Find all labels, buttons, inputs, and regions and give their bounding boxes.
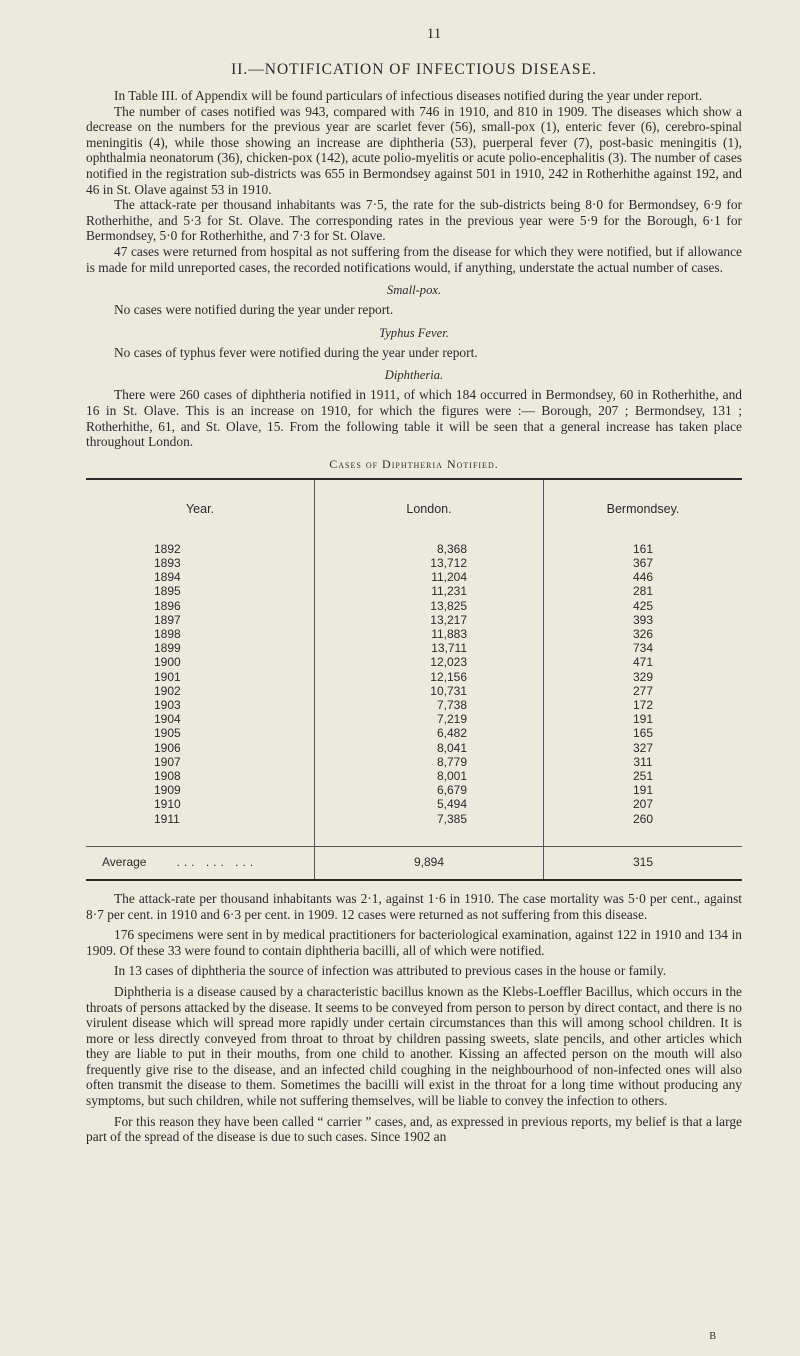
cell-year: 1905 (154, 726, 181, 741)
table-row (86, 556, 742, 570)
cell-london: 8,368 (315, 542, 544, 556)
cell-bermondsey: 393 (544, 613, 743, 627)
cell-year: 1911 (154, 811, 180, 826)
cell-london: 10,731 (315, 684, 544, 698)
cell-year: 1909 (154, 783, 181, 798)
paragraph-attack-rate: The attack-rate per thousand inhabitants was 7·5, the rate for the sub-districts being 8·0 for Bermondsey, 6·9 for Rotherhithe, and 5·3 for St. Olave. The corresponding rates in the previous year were 5·9 for the Borough, 6·1 for Bermondsey, 5·0 for Rotherhithe, and 7·3 for St. Olave. (86, 197, 742, 244)
cell-london: 6,482 (315, 726, 544, 740)
cell-bermondsey: 734 (544, 641, 743, 655)
cell-london: 13,712 (315, 556, 544, 570)
table-title: Cases of Diphtheria Notified. (329, 456, 499, 471)
cell-london: 11,883 (315, 627, 544, 641)
smallpox-heading: Small-pox. (386, 283, 442, 298)
cell-year: 1896 (154, 598, 181, 613)
cell-year: 1900 (154, 655, 181, 670)
cell-year: 1895 (154, 584, 181, 599)
paragraph-klebs-loeffler: Diphtheria is a disease caused by a characteristic bacillus known as the Klebs-Loeffler Bacillus, which occurs in the throats of persons attacked by the disease. It seems to be conveyed from person to person by direct contact, and there is no virulent disease which will spread more rapidly under certain circumstances than this will among school children. It is more or less directly conveyed from throat to throat by children passing sweets, slate pencils, and other articles which they are liable to put in their mouths, from one child to another. Kissing an affected person on the mouth will also frequently give rise to the disease, and an infected child coughing in the neighbourhood of non-infected ones will also often transmit the disease to them. Sometimes the bacilli will exist in the throat for a long time without producing any symptoms, but such children, while not suffering themselves, will be liable to convey the infection to others. (86, 983, 742, 1109)
cell-london: 13,825 (315, 599, 544, 613)
cell-london: 8,001 (315, 769, 544, 783)
table-row (86, 755, 742, 769)
cell-bermondsey: 191 (544, 783, 743, 797)
column-header-london: London. (315, 479, 544, 542)
cell-year: 1897 (154, 612, 181, 627)
table-row (86, 627, 742, 641)
cell-london: 11,231 (315, 584, 544, 598)
table-average-row (86, 846, 742, 880)
table-row (86, 542, 742, 556)
paragraph-appendix-reference: In Table III. of Appendix will be found particulars of infectious diseases notified during the year under report. (114, 88, 703, 103)
table-row (86, 655, 742, 669)
cell-bermondsey: 251 (544, 769, 743, 783)
cell-london: 8,779 (315, 755, 544, 769)
cell-bermondsey: 446 (544, 570, 743, 584)
cell-year: 1908 (154, 768, 181, 783)
section-title: II.—NOTIFICATION OF INFECTIOUS DISEASE. (231, 61, 597, 78)
cell-year: 1892 (154, 541, 181, 556)
cell-bermondsey: 172 (544, 698, 743, 712)
average-label (86, 846, 315, 880)
cell-london: 12,156 (315, 670, 544, 684)
table-row (86, 599, 742, 613)
cell-bermondsey: 425 (544, 599, 743, 613)
table-row (86, 670, 742, 684)
table-spacer-row (86, 826, 742, 847)
cell-bermondsey: 165 (544, 726, 743, 740)
cell-year: 1899 (154, 641, 181, 656)
cell-year: 1904 (154, 712, 181, 727)
average-bermondsey: 315 (544, 846, 743, 880)
cell-london: 6,679 (315, 783, 544, 797)
cell-year: 1910 (154, 797, 181, 812)
cell-bermondsey: 207 (544, 797, 743, 811)
table-row (86, 769, 742, 783)
cell-bermondsey: 277 (544, 684, 743, 698)
table-row (86, 684, 742, 698)
cell-bermondsey: 191 (544, 712, 743, 726)
diphtheria-heading: Diphtheria. (384, 368, 444, 383)
cell-year: 1901 (154, 669, 181, 684)
table-row (86, 783, 742, 797)
paragraph-diphtheria-attack-rate: The attack-rate per thousand inhabitants was 2·1, against 1·6 in 1910. The case mortality was 5·0 per cent., against 8·7 per cent. in 1910 and 6·3 per cent. in 1909. 12 cases were returned as not suffering from this disease. (86, 890, 742, 922)
cell-year: 1898 (154, 626, 181, 641)
cell-london: 5,494 (315, 797, 544, 811)
paragraph-specimens: 176 specimens were sent in by medical practitioners for bacteriological examination, against 122 in 1910 and 134 in 1909. Of these 33 were found to contain diphtheria bacilli, all of which were notified. (86, 927, 742, 958)
average-label-text: Average (102, 854, 147, 869)
page-number: 11 (426, 26, 442, 42)
cell-london: 7,219 (315, 712, 544, 726)
typhus-heading: Typhus Fever. (379, 325, 449, 340)
cell-bermondsey: 327 (544, 741, 743, 755)
cell-london: 7,385 (315, 812, 544, 826)
table-row (86, 741, 742, 755)
signature-mark: B (709, 1331, 716, 1342)
cell-bermondsey: 311 (544, 755, 743, 769)
table-body (86, 542, 742, 826)
cell-london: 13,217 (315, 613, 544, 627)
table-row (86, 726, 742, 740)
cell-bermondsey: 326 (544, 627, 743, 641)
table-row (86, 613, 742, 627)
cell-year: 1903 (154, 697, 181, 712)
paragraph-hospital-returns: 47 cases were returned from hospital as not suffering from the disease for which they were notified, but if allowance is made for mild unreported cases, the recorded notifications would, if anything, understate the actual number of cases. (86, 243, 742, 275)
column-header-year: Year. (185, 501, 215, 516)
cell-year: 1894 (154, 570, 181, 585)
cell-london: 11,204 (315, 570, 544, 584)
average-london: 9,894 (315, 846, 544, 880)
table-row (86, 584, 742, 598)
table-row (86, 812, 742, 826)
cell-bermondsey: 329 (544, 670, 743, 684)
typhus-text: No cases of typhus fever were notified during the year under report. (114, 344, 478, 360)
table-row (86, 698, 742, 712)
table-row (86, 797, 742, 811)
table-row (86, 570, 742, 584)
table-header-row (86, 479, 742, 542)
cell-bermondsey: 260 (544, 812, 743, 826)
cell-london: 13,711 (315, 641, 544, 655)
cell-bermondsey: 281 (544, 584, 743, 598)
paragraph-carrier-cases: For this reason they have been called “ carrier ” cases, and, as expressed in previous reports, my belief is that a large part of the spread of the disease is due to such cases. Since 1902 an (86, 1113, 742, 1145)
after-table-section (86, 891, 742, 1145)
cell-year: 1906 (154, 740, 181, 755)
cell-year: 1902 (154, 683, 181, 698)
table-row (86, 641, 742, 655)
cell-london: 12,023 (315, 655, 544, 669)
cell-year: 1907 (154, 754, 181, 769)
cell-year: 1893 (154, 555, 181, 570)
smallpox-text: No cases were notified during the year under report. (114, 302, 394, 318)
column-header-bermondsey: Bermondsey. (544, 479, 743, 542)
average-leader-dots: ... ... ... (176, 854, 258, 869)
cell-london: 7,738 (315, 698, 544, 712)
cell-bermondsey: 367 (544, 556, 743, 570)
cell-bermondsey: 161 (544, 542, 743, 556)
cell-london: 8,041 (315, 741, 544, 755)
diphtheria-cases-table (86, 478, 742, 881)
paragraph-cases-notified: The number of cases notified was 943, compared with 746 in 1910, and 810 in 1909. The diseases which show a decrease on the numbers for the previous year are scarlet fever (56), small-pox (1), enteric fever (6), cerebro-spinal meningitis (4), while those showing an increase are diphtheria (53), puerperal fever (7), post-basic meningitis (1), ophthalmia neonatorum (36), chicken-pox (142), acute polio-myelitis or acute polio-encephalitis (3). The number of cases notified in the registration sub-districts was 655 in Bermondsey against 501 in 1910, 242 in Rotherhithe against 192, and 46 in St. Olave against 53 in 1910. (86, 103, 742, 197)
paragraph-source-of-infection: In 13 cases of diphtheria the source of infection was attributed to previous cases in the house or family. (114, 963, 667, 979)
diphtheria-intro: There were 260 cases of diphtheria notified in 1911, of which 184 occurred in Bermondsey, 60 in Rotherhithe, and 16 in St. Olave. This is an increase on 1910, for which the figures were :— Borough, 207 ; Bermondsey, 131 ; Rotherhithe, 61, and St. Olave, 15. From the following table it will be seen that a general increase has taken place throughout London. (86, 387, 742, 450)
cell-bermondsey: 471 (544, 655, 743, 669)
table-row (86, 712, 742, 726)
